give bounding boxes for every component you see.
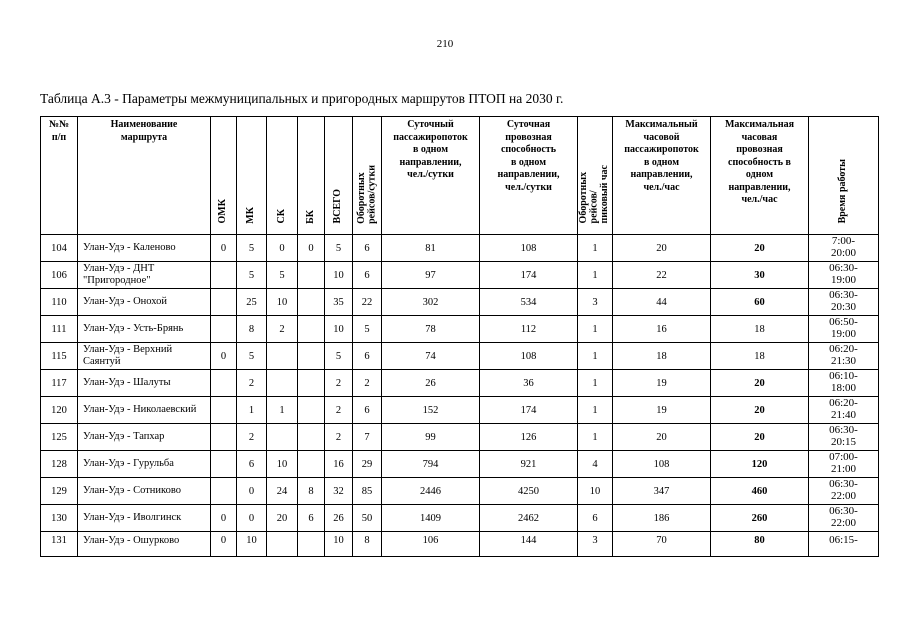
header-daily-passenger-flow: Суточный пассажиропоток в одном направлении, чел./сутки bbox=[382, 117, 480, 235]
cell-mk-count: 5 bbox=[237, 343, 267, 370]
cell-omk-count: 0 bbox=[211, 343, 237, 370]
cell-daily-passenger-flow: 152 bbox=[382, 397, 480, 424]
cell-bk-count bbox=[298, 370, 325, 397]
cell-omk-count bbox=[211, 316, 237, 343]
table-body bbox=[41, 235, 879, 557]
cell-route-number: 106 bbox=[41, 262, 78, 289]
cell-trips-peak-hour: 1 bbox=[578, 262, 613, 289]
cell-mk-count: 8 bbox=[237, 316, 267, 343]
cell-mk-count: 0 bbox=[237, 478, 267, 505]
cell-max-hourly-capacity: 20 bbox=[711, 235, 809, 262]
cell-max-hourly-flow: 20 bbox=[613, 424, 711, 451]
cell-route-name: Улан-Удэ - Тапхар bbox=[78, 424, 211, 451]
cell-total-count: 2 bbox=[325, 424, 353, 451]
cell-max-hourly-flow: 19 bbox=[613, 370, 711, 397]
cell-max-hourly-capacity: 80 bbox=[711, 532, 809, 557]
table-row bbox=[41, 451, 879, 478]
cell-daily-passenger-flow: 74 bbox=[382, 343, 480, 370]
cell-daily-passenger-flow: 302 bbox=[382, 289, 480, 316]
cell-mk-count: 1 bbox=[237, 397, 267, 424]
cell-trips-peak-hour: 10 bbox=[578, 478, 613, 505]
cell-mk-count: 10 bbox=[237, 532, 267, 557]
cell-route-name: Улан-Удэ - Каленово bbox=[78, 235, 211, 262]
cell-total-count: 5 bbox=[325, 235, 353, 262]
cell-max-hourly-capacity: 30 bbox=[711, 262, 809, 289]
cell-daily-passenger-flow: 81 bbox=[382, 235, 480, 262]
cell-max-hourly-flow: 108 bbox=[613, 451, 711, 478]
cell-route-name: Улан-Удэ - Онохой bbox=[78, 289, 211, 316]
cell-omk-count: 0 bbox=[211, 532, 237, 557]
cell-trips-per-day: 6 bbox=[353, 343, 382, 370]
cell-operating-hours: 06:30- 20:15 bbox=[809, 424, 879, 451]
cell-operating-hours: 06:20- 21:40 bbox=[809, 397, 879, 424]
cell-max-hourly-flow: 19 bbox=[613, 397, 711, 424]
header-number: №№ п/п bbox=[41, 117, 78, 235]
cell-omk-count: 0 bbox=[211, 235, 237, 262]
cell-max-hourly-capacity: 20 bbox=[711, 397, 809, 424]
header-omk: ОМК bbox=[211, 117, 237, 235]
cell-max-hourly-flow: 20 bbox=[613, 235, 711, 262]
cell-max-hourly-capacity: 18 bbox=[711, 343, 809, 370]
page-number: 210 bbox=[436, 38, 454, 50]
cell-trips-per-day: 7 bbox=[353, 424, 382, 451]
cell-mk-count: 2 bbox=[237, 424, 267, 451]
cell-max-hourly-capacity: 60 bbox=[711, 289, 809, 316]
cell-trips-peak-hour: 3 bbox=[578, 532, 613, 557]
cell-total-count: 26 bbox=[325, 505, 353, 532]
cell-mk-count: 5 bbox=[237, 262, 267, 289]
header-bk: БК bbox=[298, 117, 325, 235]
cell-total-count: 2 bbox=[325, 370, 353, 397]
cell-omk-count bbox=[211, 424, 237, 451]
cell-route-number: 130 bbox=[41, 505, 78, 532]
cell-trips-per-day: 29 bbox=[353, 451, 382, 478]
cell-bk-count: 0 bbox=[298, 235, 325, 262]
cell-sk-count: 24 bbox=[267, 478, 298, 505]
cell-total-count: 16 bbox=[325, 451, 353, 478]
cell-route-number: 129 bbox=[41, 478, 78, 505]
cell-operating-hours: 06:30- 20:30 bbox=[809, 289, 879, 316]
cell-route-number: 110 bbox=[41, 289, 78, 316]
cell-daily-capacity: 144 bbox=[480, 532, 578, 557]
cell-trips-per-day: 50 bbox=[353, 505, 382, 532]
cell-max-hourly-capacity: 260 bbox=[711, 505, 809, 532]
cell-total-count: 10 bbox=[325, 316, 353, 343]
cell-max-hourly-capacity: 120 bbox=[711, 451, 809, 478]
cell-mk-count: 0 bbox=[237, 505, 267, 532]
cell-max-hourly-flow: 16 bbox=[613, 316, 711, 343]
cell-daily-capacity: 36 bbox=[480, 370, 578, 397]
cell-daily-passenger-flow: 26 bbox=[382, 370, 480, 397]
cell-daily-capacity: 108 bbox=[480, 343, 578, 370]
cell-max-hourly-capacity: 460 bbox=[711, 478, 809, 505]
cell-daily-capacity: 174 bbox=[480, 397, 578, 424]
cell-route-number: 104 bbox=[41, 235, 78, 262]
cell-mk-count: 5 bbox=[237, 235, 267, 262]
cell-max-hourly-flow: 70 bbox=[613, 532, 711, 557]
cell-daily-capacity: 2462 bbox=[480, 505, 578, 532]
cell-daily-capacity: 534 bbox=[480, 289, 578, 316]
cell-daily-capacity: 4250 bbox=[480, 478, 578, 505]
cell-trips-peak-hour: 1 bbox=[578, 316, 613, 343]
cell-bk-count bbox=[298, 532, 325, 557]
cell-route-number: 115 bbox=[41, 343, 78, 370]
header-max-hourly-flow: Максимальный часовой пассажиропоток в одном направлении, чел./час bbox=[613, 117, 711, 235]
cell-trips-peak-hour: 6 bbox=[578, 505, 613, 532]
cell-bk-count bbox=[298, 316, 325, 343]
table-row bbox=[41, 316, 879, 343]
cell-operating-hours: 06:20- 21:30 bbox=[809, 343, 879, 370]
cell-route-name: Улан-Удэ - Иволгинск bbox=[78, 505, 211, 532]
cell-operating-hours: 06:15- bbox=[809, 532, 879, 557]
cell-route-name: Улан-Удэ - ДНТ "Пригородное" bbox=[78, 262, 211, 289]
cell-mk-count: 2 bbox=[237, 370, 267, 397]
cell-route-name: Улан-Удэ - Ошурково bbox=[78, 532, 211, 557]
cell-omk-count bbox=[211, 451, 237, 478]
cell-bk-count: 8 bbox=[298, 478, 325, 505]
header-total: ВСЕГО bbox=[325, 117, 353, 235]
cell-max-hourly-flow: 22 bbox=[613, 262, 711, 289]
cell-trips-peak-hour: 3 bbox=[578, 289, 613, 316]
cell-route-name: Улан-Удэ - Гурульба bbox=[78, 451, 211, 478]
header-max-hourly-capacity: Максимальная часовая провозная способность в одном направлении, чел./час bbox=[711, 117, 809, 235]
table-header-row bbox=[41, 117, 879, 235]
cell-omk-count bbox=[211, 262, 237, 289]
cell-daily-capacity: 921 bbox=[480, 451, 578, 478]
header-route-name: Наименование маршрута bbox=[78, 117, 211, 235]
cell-sk-count: 1 bbox=[267, 397, 298, 424]
cell-trips-peak-hour: 1 bbox=[578, 235, 613, 262]
cell-bk-count bbox=[298, 262, 325, 289]
cell-omk-count bbox=[211, 289, 237, 316]
cell-bk-count bbox=[298, 451, 325, 478]
cell-daily-passenger-flow: 99 bbox=[382, 424, 480, 451]
table-title: Таблица А.3 - Параметры межмуниципальных и пригородных маршрутов ПТОП на 2030 г. bbox=[40, 91, 564, 106]
cell-route-number: 131 bbox=[41, 532, 78, 557]
cell-daily-passenger-flow: 106 bbox=[382, 532, 480, 557]
cell-route-number: 111 bbox=[41, 316, 78, 343]
cell-trips-peak-hour: 4 bbox=[578, 451, 613, 478]
cell-trips-per-day: 6 bbox=[353, 397, 382, 424]
cell-route-name: Улан-Удэ - Шалуты bbox=[78, 370, 211, 397]
table-row bbox=[41, 397, 879, 424]
cell-daily-capacity: 126 bbox=[480, 424, 578, 451]
table-row bbox=[41, 478, 879, 505]
cell-sk-count: 0 bbox=[267, 235, 298, 262]
cell-sk-count: 5 bbox=[267, 262, 298, 289]
cell-daily-capacity: 112 bbox=[480, 316, 578, 343]
table-row bbox=[41, 289, 879, 316]
cell-operating-hours: 07:00- 21:00 bbox=[809, 451, 879, 478]
header-operating-hours: Время работы bbox=[809, 117, 879, 235]
cell-trips-per-day: 5 bbox=[353, 316, 382, 343]
cell-operating-hours: 06:30- 19:00 bbox=[809, 262, 879, 289]
cell-omk-count: 0 bbox=[211, 505, 237, 532]
cell-trips-peak-hour: 1 bbox=[578, 343, 613, 370]
cell-sk-count bbox=[267, 424, 298, 451]
cell-daily-passenger-flow: 97 bbox=[382, 262, 480, 289]
cell-bk-count bbox=[298, 289, 325, 316]
cell-total-count: 35 bbox=[325, 289, 353, 316]
cell-daily-passenger-flow: 78 bbox=[382, 316, 480, 343]
cell-bk-count bbox=[298, 343, 325, 370]
cell-route-name: Улан-Удэ - Николаевский bbox=[78, 397, 211, 424]
cell-sk-count: 2 bbox=[267, 316, 298, 343]
cell-mk-count: 25 bbox=[237, 289, 267, 316]
cell-route-number: 117 bbox=[41, 370, 78, 397]
table-row bbox=[41, 343, 879, 370]
header-daily-capacity: Суточная провозная способность в одном направлении, чел./сутки bbox=[480, 117, 578, 235]
cell-trips-per-day: 6 bbox=[353, 235, 382, 262]
cell-trips-per-day: 6 bbox=[353, 262, 382, 289]
cell-daily-capacity: 108 bbox=[480, 235, 578, 262]
cell-max-hourly-flow: 347 bbox=[613, 478, 711, 505]
cell-sk-count: 10 bbox=[267, 289, 298, 316]
cell-daily-passenger-flow: 2446 bbox=[382, 478, 480, 505]
table-row bbox=[41, 424, 879, 451]
cell-max-hourly-capacity: 20 bbox=[711, 370, 809, 397]
header-trips-peak-hour: Оборотных рейсов/ пиковый час bbox=[578, 117, 613, 235]
cell-mk-count: 6 bbox=[237, 451, 267, 478]
cell-route-name: Улан-Удэ - Сотниково bbox=[78, 478, 211, 505]
cell-omk-count bbox=[211, 478, 237, 505]
cell-daily-passenger-flow: 794 bbox=[382, 451, 480, 478]
cell-max-hourly-capacity: 18 bbox=[711, 316, 809, 343]
cell-max-hourly-flow: 44 bbox=[613, 289, 711, 316]
cell-sk-count bbox=[267, 370, 298, 397]
cell-operating-hours: 06:50- 19:00 bbox=[809, 316, 879, 343]
cell-total-count: 32 bbox=[325, 478, 353, 505]
cell-bk-count: 6 bbox=[298, 505, 325, 532]
table-row bbox=[41, 262, 879, 289]
cell-total-count: 10 bbox=[325, 532, 353, 557]
cell-daily-passenger-flow: 1409 bbox=[382, 505, 480, 532]
cell-route-name: Улан-Удэ - Усть-Брянь bbox=[78, 316, 211, 343]
table-row bbox=[41, 505, 879, 532]
table-row bbox=[41, 370, 879, 397]
cell-max-hourly-capacity: 20 bbox=[711, 424, 809, 451]
cell-route-number: 125 bbox=[41, 424, 78, 451]
cell-operating-hours: 06:30- 22:00 bbox=[809, 505, 879, 532]
table-row bbox=[41, 532, 879, 557]
cell-sk-count bbox=[267, 343, 298, 370]
cell-omk-count bbox=[211, 397, 237, 424]
cell-trips-peak-hour: 1 bbox=[578, 370, 613, 397]
cell-total-count: 10 bbox=[325, 262, 353, 289]
cell-sk-count bbox=[267, 532, 298, 557]
cell-route-number: 120 bbox=[41, 397, 78, 424]
table-row bbox=[41, 235, 879, 262]
cell-max-hourly-flow: 18 bbox=[613, 343, 711, 370]
cell-sk-count: 20 bbox=[267, 505, 298, 532]
cell-bk-count bbox=[298, 397, 325, 424]
cell-route-number: 128 bbox=[41, 451, 78, 478]
cell-trips-per-day: 85 bbox=[353, 478, 382, 505]
routes-table bbox=[40, 116, 879, 557]
cell-operating-hours: 7:00- 20:00 bbox=[809, 235, 879, 262]
cell-bk-count bbox=[298, 424, 325, 451]
cell-total-count: 5 bbox=[325, 343, 353, 370]
cell-total-count: 2 bbox=[325, 397, 353, 424]
cell-omk-count bbox=[211, 370, 237, 397]
cell-trips-per-day: 8 bbox=[353, 532, 382, 557]
cell-trips-per-day: 22 bbox=[353, 289, 382, 316]
cell-route-name: Улан-Удэ - Верхний Саянтуй bbox=[78, 343, 211, 370]
cell-sk-count: 10 bbox=[267, 451, 298, 478]
header-sk: СК bbox=[267, 117, 298, 235]
cell-operating-hours: 06:30- 22:00 bbox=[809, 478, 879, 505]
header-trips-per-day: Оборотных рейсов/сутки bbox=[353, 117, 382, 235]
cell-operating-hours: 06:10- 18:00 bbox=[809, 370, 879, 397]
cell-trips-peak-hour: 1 bbox=[578, 424, 613, 451]
header-mk: МК bbox=[237, 117, 267, 235]
cell-daily-capacity: 174 bbox=[480, 262, 578, 289]
cell-max-hourly-flow: 186 bbox=[613, 505, 711, 532]
cell-trips-peak-hour: 1 bbox=[578, 397, 613, 424]
cell-trips-per-day: 2 bbox=[353, 370, 382, 397]
